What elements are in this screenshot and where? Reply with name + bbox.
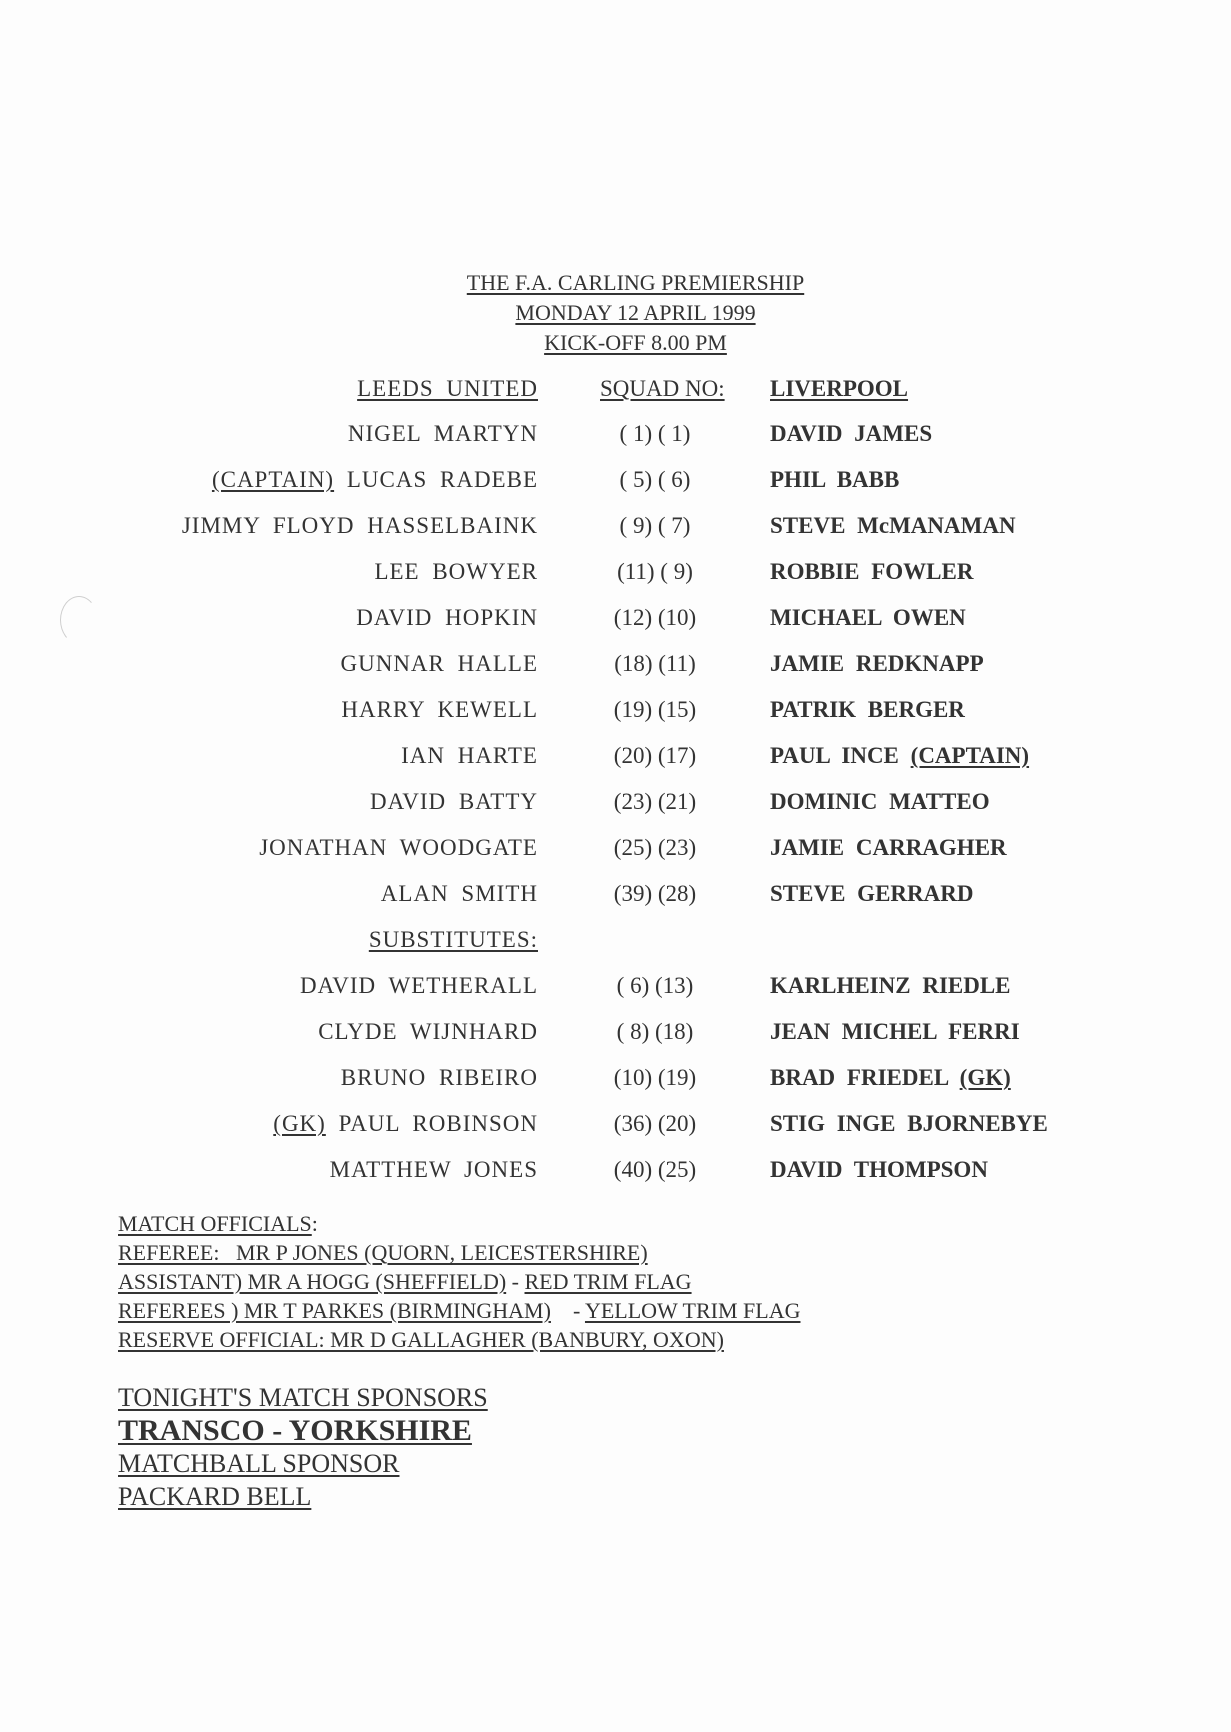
- substitute-row: [0, 1065, 1231, 1095]
- squad-numbers: (18) (11): [614, 651, 696, 676]
- away-player: ROBBIE FOWLER: [770, 559, 974, 584]
- home-player: JIMMY FLOYD HASSELBAINK: [181, 513, 538, 538]
- goalkeeper-tag: (GK): [959, 1065, 1011, 1090]
- squad-numbers: (40) (25): [613, 1157, 697, 1182]
- assistant-referee-1: ASSISTANT) MR A HOGG (SHEFFIELD): [118, 1269, 507, 1294]
- away-substitute: DAVID THOMPSON: [770, 1157, 988, 1182]
- home-player: NIGEL MARTYN: [347, 421, 538, 446]
- squad-numbers: (20) (17): [613, 743, 697, 768]
- yellow-flag-label: YELLOW TRIM FLAG: [584, 1298, 801, 1323]
- lineup-row: [0, 743, 1231, 773]
- away-player: STEVE GERRARD: [770, 881, 974, 906]
- squad-numbers: (23) (21): [613, 789, 697, 814]
- lineup-row: [0, 513, 1231, 543]
- substitute-row: [0, 973, 1231, 1003]
- red-flag-label: RED TRIM FLAG: [524, 1269, 692, 1294]
- home-substitute: DAVID WETHERALL: [300, 973, 538, 998]
- home-player: DAVID BATTY: [370, 789, 538, 814]
- referee-line: REFEREE: MR P JONES (QUORN, LEICESTERSHIRE): [118, 1240, 648, 1265]
- officials-title-colon: :: [311, 1211, 318, 1236]
- lineup-row: [0, 467, 1231, 497]
- separator: -: [550, 1298, 585, 1323]
- squad-numbers: ( 6) (13): [616, 973, 694, 998]
- away-player: JAMIE CARRAGHER: [770, 835, 1007, 860]
- lineup-row: [0, 789, 1231, 819]
- lineup-row: [0, 881, 1231, 911]
- home-substitute: PAUL ROBINSON: [338, 1111, 538, 1136]
- away-substitute: BRAD FRIEDEL: [770, 1065, 948, 1090]
- lineup-row: [0, 697, 1231, 727]
- home-player: LUCAS RADEBE: [346, 467, 538, 492]
- home-player: HARRY KEWELL: [341, 697, 538, 722]
- match-header: [0, 268, 1231, 358]
- squad-numbers: (12) (10): [613, 605, 697, 630]
- substitute-row: [0, 1019, 1231, 1049]
- competition-title: THE F.A. CARLING PREMIERSHIP: [466, 270, 805, 295]
- home-substitute: CLYDE WIJNHARD: [318, 1019, 538, 1044]
- home-team-name: LEEDS UNITED: [357, 376, 538, 401]
- home-substitute-with-role: [273, 1111, 538, 1137]
- lineup-row: [0, 605, 1231, 635]
- match-officials: [118, 1209, 800, 1354]
- home-player: DAVID HOPKIN: [356, 605, 538, 630]
- home-substitute: BRUNO RIBEIRO: [340, 1065, 538, 1090]
- away-player: PAUL INCE: [770, 743, 899, 768]
- match-sponsors-heading: TONIGHT'S MATCH SPONSORS: [118, 1383, 488, 1412]
- lineup-row: [0, 651, 1231, 681]
- away-substitute: KARLHEINZ RIEDLE: [770, 973, 1011, 998]
- substitutes-heading: SUBSTITUTES:: [368, 927, 538, 952]
- squad-numbers: ( 5) ( 6): [619, 467, 691, 492]
- home-player-with-role: [212, 467, 538, 493]
- home-player: GUNNAR HALLE: [340, 651, 538, 676]
- officials-title: MATCH OFFICIALS: [118, 1211, 312, 1236]
- away-player: PATRIK BERGER: [770, 697, 965, 722]
- captain-tag: (CAPTAIN): [211, 467, 335, 492]
- squad-numbers: ( 1) ( 1): [619, 421, 691, 446]
- captain-tag: (CAPTAIN): [910, 743, 1030, 768]
- assistant-referee-2: REFEREES ) MR T PARKES (BIRMINGHAM): [118, 1298, 551, 1323]
- home-player: ALAN SMITH: [380, 881, 538, 906]
- home-player: IAN HARTE: [401, 743, 538, 768]
- lineup-row: [0, 559, 1231, 589]
- home-player: JONATHAN WOODGATE: [259, 835, 538, 860]
- matchball-sponsor-name: PACKARD BELL: [118, 1482, 312, 1511]
- sponsors-block: [118, 1381, 488, 1513]
- away-player-with-role: [770, 743, 1029, 769]
- away-player: STEVE McMANAMAN: [770, 513, 1016, 538]
- officials-title-line: [118, 1209, 800, 1238]
- substitutes-heading-row: [0, 927, 1231, 957]
- away-team-name: LIVERPOOL: [770, 376, 909, 401]
- matchball-sponsor-heading: MATCHBALL SPONSOR: [118, 1449, 400, 1478]
- away-player: JAMIE REDKNAPP: [770, 651, 984, 676]
- squad-numbers: (19) (15): [613, 697, 697, 722]
- home-player: LEE BOWYER: [374, 559, 538, 584]
- away-player: DOMINIC MATTEO: [770, 789, 990, 814]
- assistant-line-2: [118, 1296, 800, 1325]
- separator: -: [506, 1269, 525, 1294]
- squad-numbers: (36) (20): [613, 1111, 697, 1136]
- lineup-row: [0, 835, 1231, 865]
- away-substitute-with-role: [770, 1065, 1011, 1091]
- away-player: MICHAEL OWEN: [770, 605, 966, 630]
- home-substitute: MATTHEW JONES: [329, 1157, 538, 1182]
- away-player: DAVID JAMES: [770, 421, 933, 446]
- away-player: PHIL BABB: [770, 467, 900, 492]
- squad-number-heading: SQUAD NO:: [600, 376, 725, 401]
- away-substitute: STIG INGE BJORNEBYE: [770, 1111, 1048, 1136]
- squad-numbers: (10) (19): [613, 1065, 697, 1090]
- squad-numbers: (25) (23): [613, 835, 697, 860]
- column-headers: [0, 376, 1231, 406]
- squad-numbers: (39) (28): [613, 881, 697, 906]
- substitute-row: [0, 1111, 1231, 1141]
- kick-off-time: KICK-OFF 8.00 PM: [544, 330, 727, 355]
- assistant-line-1: [118, 1267, 800, 1296]
- goalkeeper-tag: (GK): [273, 1111, 326, 1136]
- squad-numbers: ( 9) ( 7): [619, 513, 691, 538]
- reserve-official-line: RESERVE OFFICIAL: MR D GALLAGHER (BANBURY, OXON): [118, 1327, 724, 1352]
- lineup-row: [0, 421, 1231, 451]
- squad-numbers: ( 8) (18): [616, 1019, 694, 1044]
- away-substitute: JEAN MICHEL FERRI: [770, 1019, 1020, 1044]
- match-sponsor-name: TRANSCO - YORKSHIRE: [118, 1414, 472, 1447]
- squad-numbers: (11) ( 9): [617, 559, 693, 584]
- substitute-row: [0, 1157, 1231, 1187]
- match-date: MONDAY 12 APRIL 1999: [515, 300, 756, 325]
